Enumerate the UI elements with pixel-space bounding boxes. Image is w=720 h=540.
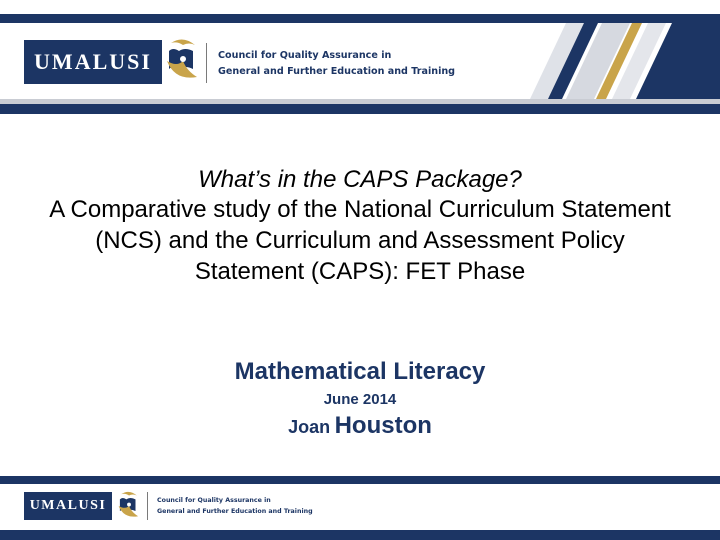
title-italic-line: What’s in the CAPS Package? (198, 166, 522, 193)
logo-wordmark: UMALUSI (34, 49, 152, 74)
title-main: A Comparative study of the National Curriculum Statement (NCS) and the Curriculum and Assessment Policy Statement (CAPS): FET Phase (49, 196, 671, 285)
header-top-bar (0, 14, 720, 23)
author-first-name: Joan (288, 417, 331, 437)
footer-bottom-bar (0, 530, 720, 540)
organisation-caption (218, 48, 455, 80)
footer-logo-divider (147, 492, 148, 520)
caption-line-1: Council for Quality Assurance in (218, 50, 392, 61)
author-last-name: Houston (334, 412, 432, 439)
footer-organisation-caption (157, 495, 313, 517)
header-bottom-bar (0, 104, 720, 114)
umalusi-emblem-icon (163, 37, 203, 87)
title-block (0, 160, 720, 287)
footer-caption-line-1: Council for Quality Assurance in (157, 497, 271, 504)
footer-banner (0, 470, 720, 540)
decorative-stripes (490, 23, 720, 99)
umalusi-logo (24, 40, 162, 84)
date-label: June 2014 (323, 391, 397, 408)
footer-logo-wordmark: UMALUSI (29, 498, 107, 513)
footer-umalusi-emblem-icon (116, 490, 142, 523)
header-banner (0, 0, 720, 120)
logo-divider (206, 43, 207, 83)
footer-top-bar (0, 476, 720, 484)
caption-line-2: General and Further Education and Training (218, 66, 456, 77)
subject-heading: Mathematical Literacy (234, 358, 486, 385)
author-name (0, 410, 720, 445)
footer-umalusi-logo (24, 492, 112, 520)
footer-caption-line-2: General and Further Education and Training (157, 508, 313, 515)
